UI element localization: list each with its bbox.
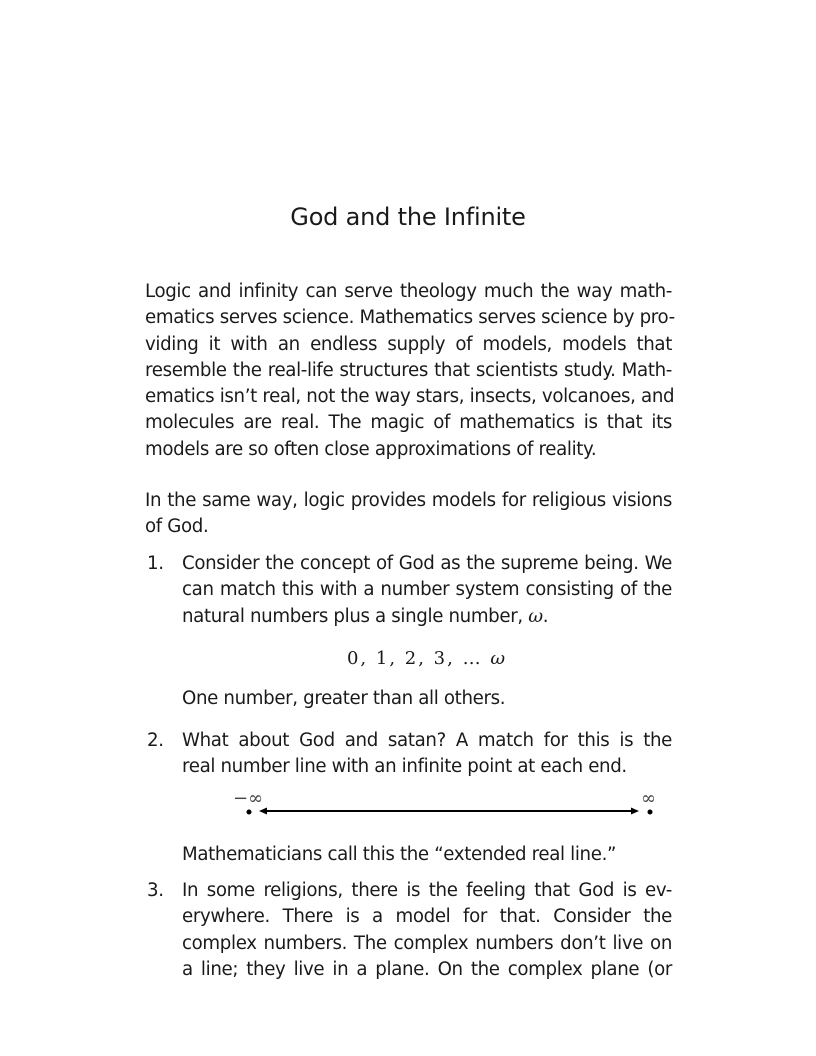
text-line: viding it with an endless supply of models, models that (145, 333, 672, 355)
text-line: real number line with an infinite point at each end. (182, 756, 627, 778)
text-line: can match this with a number system consisting of the (182, 579, 672, 601)
period: . (542, 605, 549, 627)
omega-symbol: ω (528, 605, 543, 627)
neg-infinity-label: −∞ (233, 788, 264, 809)
right-arrow-icon (631, 808, 639, 815)
text-line: One number, greater than all others. (182, 688, 506, 710)
text-line: complex numbers. The complex numbers don’t live on (182, 932, 672, 954)
math-numbers: 0, 1, 2, 3, … (346, 647, 483, 669)
paragraph-intro (145, 279, 675, 463)
math-sequence (182, 646, 672, 672)
text-line: resemble the real-life structures that scientists study. Math- (145, 359, 672, 381)
text-line: Consider the concept of God as the supreme being. We (182, 553, 672, 574)
text-line: a line; they live in a plane. On the complex plane (or (182, 958, 672, 980)
pos-infinity-point (648, 810, 653, 815)
text-line: models are so often close approximations of reality. (145, 438, 597, 460)
paragraph-logic-models (145, 488, 672, 541)
text-line: Logic and infinity can serve theology much the way math- (145, 281, 672, 302)
text-line: ematics serves science. Mathematics serves science by pro- (145, 307, 675, 329)
text-fragment: natural numbers plus a single number, (182, 605, 529, 627)
list-number: 3. (147, 880, 164, 901)
text-line: ematics isn’t real, not the way stars, insects, volcanoes, and (145, 386, 675, 408)
list-number: 2. (147, 730, 164, 751)
text-line: What about God and satan? A match for this is the (182, 730, 672, 751)
math-omega: ω (490, 647, 507, 669)
text-line: In some religions, there is the feeling that God is ev- (182, 880, 672, 901)
text-line: molecules are real. The magic of mathematics is that its (145, 412, 672, 434)
text-line: erywhere. There is a model for that. Consider the (182, 906, 672, 928)
text-line: Mathematicians call this the “extended real line.” (182, 844, 617, 865)
list-number: 1. (147, 553, 164, 574)
pos-infinity-label: ∞ (641, 788, 656, 809)
text-line: In the same way, logic provides models for religious visions (145, 490, 672, 511)
text-line: of God. (145, 516, 209, 538)
page-title: God and the Infinite (290, 203, 526, 231)
extended-real-line-diagram (225, 786, 675, 826)
text-line (182, 604, 672, 630)
neg-infinity-point (247, 810, 252, 815)
